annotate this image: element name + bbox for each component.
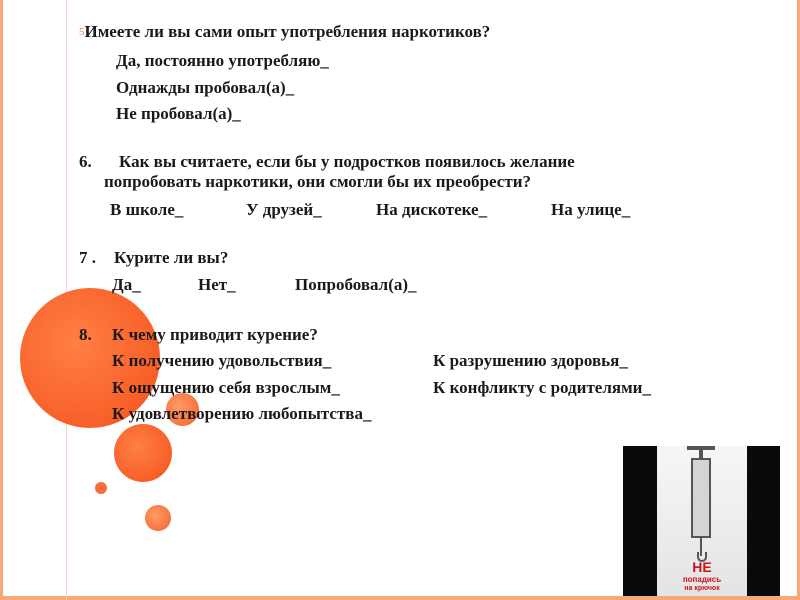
q5-option-2: Однажды пробовал(а)_ <box>116 78 295 97</box>
q7-option-2: Нет_ <box>198 275 236 294</box>
decorative-circle-tiny <box>95 482 107 494</box>
decorative-circle-medium <box>114 424 172 482</box>
q6-option-1: В школе_ <box>110 200 184 219</box>
question-8-text: К чему приводит курение? <box>112 325 318 344</box>
q8-option-1: К получению удовольствия_ <box>112 351 332 370</box>
q5-option-1: Да, постоянно употребляю_ <box>116 51 329 70</box>
q8-option-4: К конфликту с родителями_ <box>433 378 651 397</box>
syringe-barrel <box>691 458 711 538</box>
question-7-number: 7 . <box>79 248 96 267</box>
left-border <box>0 0 3 600</box>
question-7-text: Курите ли вы? <box>114 248 229 267</box>
question-6-text-line1: Как вы считаете, если бы у подростков появилось желание <box>119 152 575 171</box>
q8-option-5: К удовлетворению любопытства_ <box>112 404 372 423</box>
question-5 <box>79 22 490 42</box>
poster-text-line3: на крючок <box>684 585 720 592</box>
question-5-text: Имеете ли вы сами опыт употребления наркотиков? <box>84 22 491 41</box>
anti-drug-poster <box>623 446 780 596</box>
q8-option-3: К ощущению себя взрослым_ <box>112 378 340 397</box>
poster-text-line2: попадись <box>682 575 722 584</box>
poster-panel <box>657 446 747 596</box>
question-5-number: 5 <box>79 26 85 38</box>
q6-option-4: На улице_ <box>551 200 631 219</box>
bottom-border <box>0 596 800 600</box>
decorative-circle-small <box>145 505 171 531</box>
q7-option-3: Попробовал(а)_ <box>295 275 417 294</box>
q7-option-1: Да_ <box>112 275 141 294</box>
question-6-text-line2: попробовать наркотики, они смогли бы их преобрести? <box>104 172 532 191</box>
q5-option-3: Не пробовал(а)_ <box>116 104 241 123</box>
q8-option-2: К разрушению здоровья_ <box>433 351 628 370</box>
q6-option-2: У друзей_ <box>246 200 322 219</box>
question-8-number: 8. <box>79 325 92 344</box>
poster-text-line1: НЕ <box>692 559 712 575</box>
q6-option-3: На дискотеке_ <box>376 200 488 219</box>
question-6-number: 6. <box>79 152 92 171</box>
